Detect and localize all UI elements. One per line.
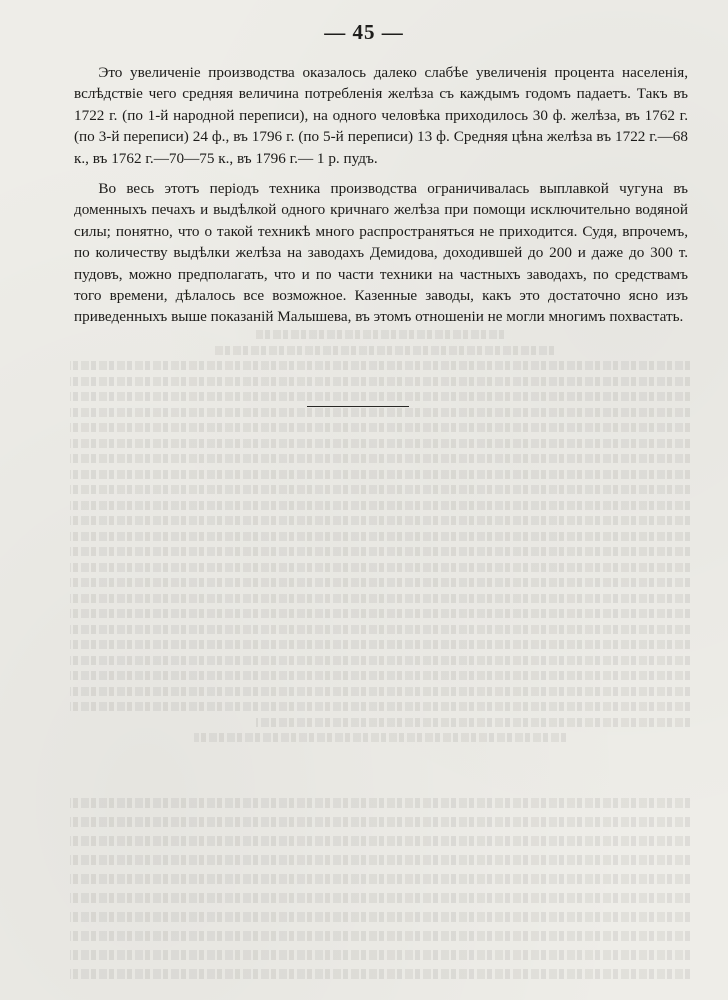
reverse-side-bleed-through-lower bbox=[70, 798, 690, 998]
paragraph-iron-consumption: Это увеличеніе производства оказалось далеко слабѣе увеличенія процента населенія, вслѣдствіе чего средняя величина потребленія желѣза съ каждымъ годомъ падаетъ. Такъ въ 1722 г. (по 1-й народной переписи), на одного человѣка приходилось 30 ф. желѣза, въ 1762 г. (по 3-й переписи) 24 ф., въ 1796 г. (по 5-й переписи) 13 ф. Средняя цѣна желѣза въ 1722 г.—68 к., въ 1762 г.—70—75 к., въ 1796 г.— 1 р. пудъ. bbox=[74, 64, 688, 167]
section-divider bbox=[307, 406, 409, 407]
body-text bbox=[74, 62, 688, 337]
paragraph-production-technique: Во весь этотъ періодъ техника производства ограничивалась выплавкой чугуна въ доменныхъ печахъ и выдѣлкой одного кричнаго желѣза при помощи исключительно водяной силы; понятно, что о такой техникѣ много распространяться не приходится. Судя, впрочемъ, по количеству выдѣлки желѣза на заводахъ Демидова, доходившей до 200 и даже до 300 т. пудовъ, можно предполагать, что и по части техники на частныхъ заводахъ, по средствамъ того времени, дѣлалось все возможное. Казенные заводы, какъ это достаточно ясно изъ приведенныхъ выше показаній Малышева, въ этомъ отношеніи не могли многимъ похвастать. bbox=[74, 180, 688, 326]
page-number: — 45 — bbox=[324, 20, 404, 44]
reverse-side-bleed-through bbox=[70, 330, 690, 770]
